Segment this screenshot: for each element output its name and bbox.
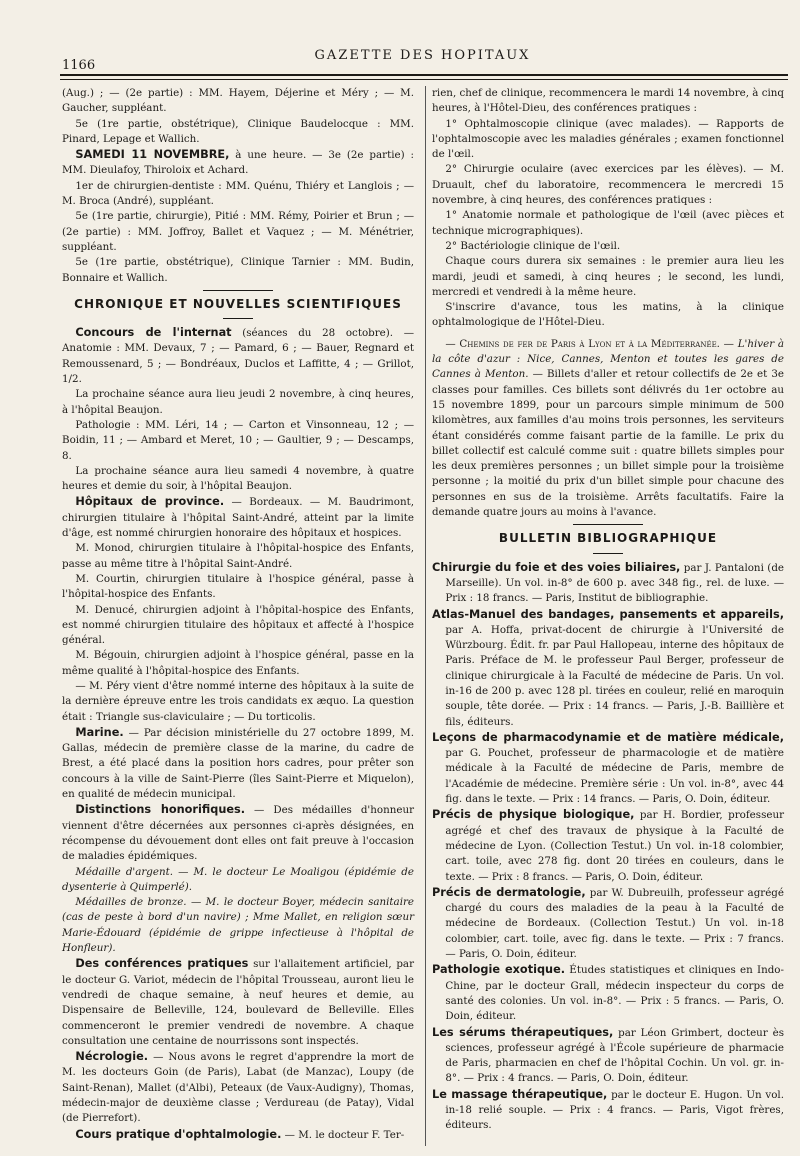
book-details: par H. Bordier, professeur agrégé et chef des travaux de physique à la Faculté de médecine de Lyon. (Collection Testut.) Un vol. in-18 colombier, cart. toile, avec 278 fig. dont 20 tirées en couleurs, dans le texte. — Prix : 8 francs. — Paris, O. Doin, éditeur. [445, 809, 784, 883]
paragraph: 5e (1re partie, chirurgie), Pitié : MM. Rémy, Poirier et Brun ; — (2e partie) : MM. Joffroy, Ballet et Vaquez ; — M. Ménétrier, suppléant. [62, 210, 414, 253]
paragraph: Pathologie : MM. Léri, 14 ; — Carton et Vinsonneau, 12 ; — Boidin, 11 ; — Ambard et Meret, 10 ; — Gaultier, 9 ; — Descamps, 8. [62, 418, 414, 462]
bibliography-entry [432, 730, 784, 807]
paragraph: M. Bégouin, chirurgien adjoint à l'hospice général, passe en la même qualité à l'hôpital-hospice des Enfants. [62, 649, 414, 677]
paragraph: 1er de chirurgien-dentiste : MM. Quénu, Thiéry et Langlois ; — M. Broca (André), suppléant. [62, 179, 414, 208]
book-details: par Léon Grimbert, docteur ès sciences, professeur agrégé à l'École supérieure de pharmacie de Paris, pharmacien en chef de l'hôpital Cochin. Un vol. gr. in-8°. — Prix : 4 francs. — Paris, O. Doin, éditeur. [445, 1026, 784, 1085]
book-details: par A. Hoffa, privat-docent de chirurgie à l'Université de Würzbourg. Édit. fr. par Paul Hallopeau, interne des hôpitaux de Paris. Préface de M. le professeur Paul Berger, professeur de clinique chirurgicale à la Faculté de médecine de Paris. Un vol. in-16 de 200 p. avec 128 pl. tirées en couleur, relié en maroquin souple, tête dorée. — Prix : 14 francs. — Paris, J.-B. Baillière et fils, éditeurs. [445, 623, 784, 728]
bibliography-entry [432, 607, 784, 730]
column-divider [425, 86, 426, 1146]
paragraph: 1° Ophtalmoscopie clinique (avec malades). — Rapports de l'ophtalmoscopie avec les maladies générales ; examen fonctionnel de l'œil. [432, 117, 784, 161]
bibliography-entry [432, 885, 784, 962]
paragraph: Marine. — Par décision ministérielle du 27 octobre 1899, M. Gallas, médecin de première classe de la marine, du cadre de Brest, a été placé dans la position hors cadres, pour prêter son concours à la ville de Saint-Pierre (îles Saint-Pierre et Miquelon), en qualité de médecin municipal. [62, 725, 414, 801]
paragraph: 2° Chirurgie oculaire (avec exercices par les élèves). — M. Druault, chef du laboratoire, recommencera le mercredi 15 novembre, à cinq heures, des conférences pratiques : [432, 163, 784, 207]
book-details: par J. Pantaloni (de Marseille). Un vol. in-8° de 600 p. avec 348 fig., rel. de luxe. — Prix : 18 francs. — Paris, Institut de bibliographie. [445, 561, 785, 605]
bibliography-entry [432, 560, 784, 607]
book-details: par G. Pouchet, professeur de pharmacologie et de matière médicale à la Faculté de médecine de Paris, membre de l'Académie de médecine. Première série : Un vol. in-8°, avec 44 fig. dans le texte. — Prix : 14 francs. — Paris, O. Doin, éditeur. [445, 747, 784, 806]
paragraph: M. Monod, chirurgien titulaire à l'hôpital-hospice des Enfants, passe au même titre à l'hôpital Saint-André. [62, 542, 414, 570]
separator [573, 524, 643, 525]
book-title: Précis de dermatologie, [432, 885, 586, 899]
bibliography-entry [432, 1025, 784, 1087]
paragraph: M. Denucé, chirurgien adjoint à l'hôpital-hospice des Enfants, est nommé chirurgien titulaire des hôpitaux et affecté à l'hospice général. [62, 603, 414, 647]
separator [203, 290, 273, 291]
paragraph: (Aug.) ; — (2e partie) : MM. Hayem, Déjerine et Méry ; — M. Gaucher, suppléant. [62, 87, 414, 115]
paragraph: Des conférences pratiques sur l'allaitement artificiel, par le docteur G. Variot, médecin de l'hôpital Trousseau, auront lieu le vendredi de chaque semaine, à neuf heures et demie, au Dispensaire de Belleville, 124, boulevard de Belleville. Elles commenceront le premier vendredi de novembre. A chaque consultation une centaine de nourrissons sont inspectés. [62, 957, 414, 1047]
book-title: Les sérums thérapeutiques, [432, 1025, 614, 1039]
paragraph: Médaille d'argent. — M. le docteur Le Moaligou (épidémie de dysenterie à Quimperlé). [62, 865, 414, 893]
page-header [60, 42, 785, 72]
paragraph: Médailles de bronze. — M. le docteur Boyer, médecin sanitaire (cas de peste à bord d'un navire) ; Mme Mallet, en religion sœur Marie-Édouard (épidémie de grippe infectieuse à l'hôpital de Honfleur). [62, 896, 414, 955]
paragraph: rien, chef de clinique, recommencera le mardi 14 novembre, à cinq heures, à l'Hôtel-Dieu, des conférences pratiques : [432, 87, 784, 115]
paragraph: Concours de l'internat (séances du 28 octobre). — Anatomie : MM. Devaux, 7 ; — Pamard, 6 ; — Bauer, Regnard et Remoussenard, 5 ; — Bondréaux, Duclos et Laffitte, 4 ; — Grillot, 1/2. [62, 326, 415, 386]
book-details: par le docteur E. Hugon. Un vol. in-18 relié souple. — Prix : 4 francs. — Paris, Vigot frères, éditeurs. [445, 1088, 784, 1132]
separator [593, 553, 623, 554]
book-details: Études statistiques et cliniques en Indo-Chine, par le docteur Grall, médecin inspecteur du corps de santé des colonies. Un vol. in-8°. — Prix : 5 francs. — Paris, O. Doin, éditeur. [445, 964, 784, 1023]
paragraph: Distinctions honorifiques. — Des médailles d'honneur viennent d'être décernées aux personnes ci-après désignées, en récompense du dévouement dont elles ont fait preuve à l'occasion de maladies épidémiques. [62, 803, 414, 863]
section-title: CHRONIQUE ET NOUVELLES SCIENTIFIQUES [74, 296, 402, 311]
bibliography-entry [432, 1087, 784, 1134]
paragraph: Hôpitaux de province. — Bordeaux. — M. Baudrimont, chirurgien titulaire à l'hôpital Saint-André, atteint par la limite d'âge, est nommé chirurgien honoraire des hôpitaux et hospices. [62, 495, 414, 540]
book-title: Pathologie exotique. [432, 963, 566, 977]
paragraph: — Chemins de fer de Paris à Lyon et à la Méditerranée. — L'hiver à la côte d'azur : Nice, Cannes, Menton et toutes les gares de Cannes à Menton. — Billets d'aller et retour collectifs de 2e et 3e classes pour familles. Ces billets sont délivrés du 1er octobre au 15 novembre 1899, pour un parcours simple minimum de 500 kilomètres, aux familles d'au moins trois personnes, les serviteurs étant considérés comme faisant partie de la famille. Le prix du billet collectif est calculé comme suit : quatre billets simples pour les deux premières personnes ; un billet simple pour la troisième personne ; la moitié du prix d'un billet simple pour chacune des personnes en sus de la troisième. Arrêts facultatifs. Faire la demande quatre jours au moins à l'avance. [432, 337, 785, 519]
paragraph: Chaque cours durera six semaines : le premier aura lieu les mardi, jeudi et samedi, à cinq heures ; le second, les lundi, mercredi et vendredi à la même heure. [432, 255, 784, 298]
book-title: Atlas-Manuel des bandages, pansements et appareils, [432, 607, 784, 621]
paragraph: 5e (1re partie, obstétrique), Clinique Baudelocque : MM. Pinard, Lepage et Wallich. [62, 117, 414, 145]
bibliography-entry [432, 962, 784, 1024]
paragraph: 5e (1re partie, obstétrique), Clinique Tarnier : MM. Budin, Bonnaire et Wallich. [62, 256, 414, 284]
right-column [432, 86, 784, 1134]
book-title: Le massage thérapeutique, [432, 1087, 608, 1101]
separator [223, 318, 253, 319]
book-title: Chirurgie du foie et des voies biliaires, [432, 560, 681, 574]
paragraph: Cours pratique d'ophtalmologie. — M. le docteur F. Ter- [75, 1127, 405, 1141]
paragraph: 2° Bactériologie clinique de l'œil. [445, 239, 621, 252]
book-details: par W. Dubreuilh, professeur agrégé chargé du cours des maladies de la peau à la Faculté de médecine de Bordeaux. (Collection Testut.) Un vol. in-18 colombier, cart. toile, avec fig. dans le texte. — Prix : 7 francs. — Paris, O. Doin, éditeur. [445, 886, 784, 961]
page-number: 1166 [62, 58, 96, 73]
left-column [62, 86, 414, 1143]
paragraph: S'inscrire d'avance, tous les matins, à la clinique ophtalmologique de l'Hôtel-Dieu. [432, 301, 784, 329]
book-title: Précis de physique biologique, [432, 808, 635, 822]
bibliography-list [432, 560, 784, 1134]
paragraph: — M. Péry vient d'être nommé interne des hôpitaux à la suite de la dernière épreuve entre les trois candidats ex æquo. La question était : Triangle sus-claviculaire ; — Du torticolis. [62, 679, 414, 723]
paragraph: 1° Anatomie normale et pathologique de l'œil (avec pièces et technique micrographiques). [432, 209, 784, 237]
header-rule-thin [60, 79, 788, 80]
section-title: BULLETIN BIBLIOGRAPHIQUE [498, 531, 718, 546]
paragraph: Nécrologie. — Nous avons le regret d'apprendre la mort de M. les docteurs Goin (de Paris), Labat (de Manzac), Loupy (de Saint-Renan), Mallet (d'Albi), Peteaux (de Vaux-Audigny), Thomas, médecin-major de deuxième classe ; Verdureau (de Patay), Vidal (de Pierrefort). [62, 1050, 414, 1125]
paragraph: La prochaine séance aura lieu jeudi 2 novembre, à cinq heures, à l'hôpital Beaujon. [62, 388, 414, 416]
paragraph: M. Courtin, chirurgien titulaire à l'hospice général, passe à l'hôpital-hospice des Enfants. [62, 572, 414, 601]
header-rule [60, 74, 788, 76]
bibliography-entry [432, 807, 784, 884]
book-title: Leçons de pharmacodynamie et de matière médicale, [432, 730, 784, 744]
journal-title: GAZETTE DES HOPITAUX [314, 48, 531, 63]
paragraph: SAMEDI 11 NOVEMBRE, à une heure. — 3e (2e partie) : MM. Dieulafoy, Thiroloix et Achard. [62, 148, 414, 177]
paragraph: La prochaine séance aura lieu samedi 4 novembre, à quatre heures et demie du soir, à l'hôpital Beaujon. [62, 464, 414, 493]
